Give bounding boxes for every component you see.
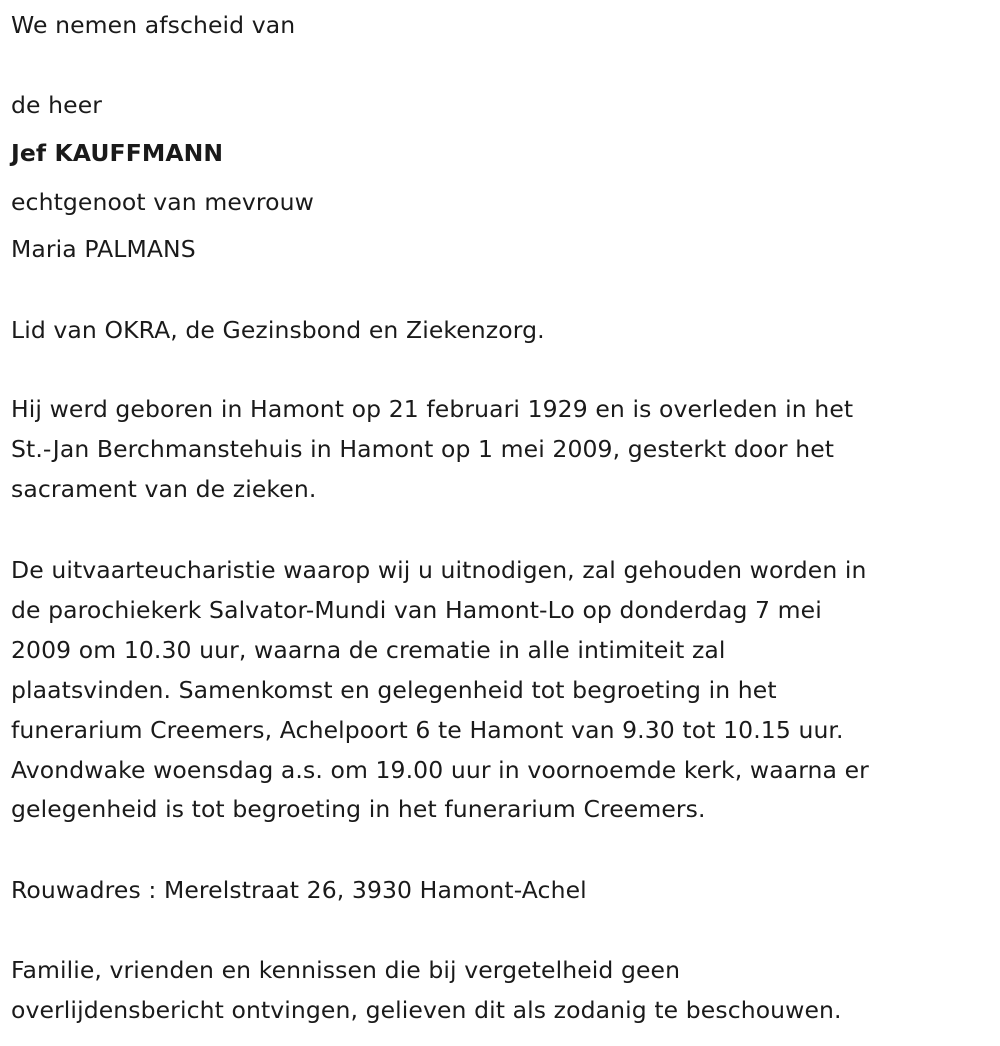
deceased-name: Jef KAUFFMANN: [11, 139, 224, 167]
paragraph-line: De uitvaarteucharistie waarop wij u uitnodigen, zal gehouden worden in: [11, 556, 867, 584]
paragraph-line: overlijdensbericht ontvingen, gelieven dit als zodanig te beschouwen.: [11, 996, 842, 1024]
membership-text: Lid van OKRA, de Gezinsbond en Ziekenzorg.: [11, 316, 545, 344]
paragraph-line: sacrament van de zieken.: [11, 475, 317, 503]
paragraph-line: de parochiekerk Salvator-Mundi van Hamont-Lo op donderdag 7 mei: [11, 596, 822, 624]
paragraph-line: funerarium Creemers, Achelpoort 6 te Hamont van 9.30 tot 10.15 uur.: [11, 716, 844, 744]
paragraph-line: gelegenheid is tot begroeting in het funerarium Creemers.: [11, 795, 706, 823]
intro-text: We nemen afscheid van: [11, 11, 296, 39]
paragraph-line: St.-Jan Berchmanstehuis in Hamont op 1 mei 2009, gesterkt door het: [11, 435, 835, 463]
paragraph-line: Avondwake woensdag a.s. om 19.00 uur in voornoemde kerk, waarna er: [11, 756, 869, 784]
spouse-name: Maria PALMANS: [11, 235, 196, 263]
title-text: de heer: [11, 91, 103, 119]
spouse-label: echtgenoot van mevrouw: [11, 188, 314, 216]
paragraph-line: 2009 om 10.30 uur, waarna de crematie in alle intimiteit zal: [11, 636, 726, 664]
paragraph-line: plaatsvinden. Samenkomst en gelegenheid tot begroeting in het: [11, 676, 777, 704]
mourning-address: Rouwadres : Merelstraat 26, 3930 Hamont-Achel: [11, 876, 587, 904]
paragraph-line: Familie, vrienden en kennissen die bij vergetelheid geen: [11, 956, 681, 984]
paragraph-line: Hij werd geboren in Hamont op 21 februari 1929 en is overleden in het: [11, 395, 854, 423]
